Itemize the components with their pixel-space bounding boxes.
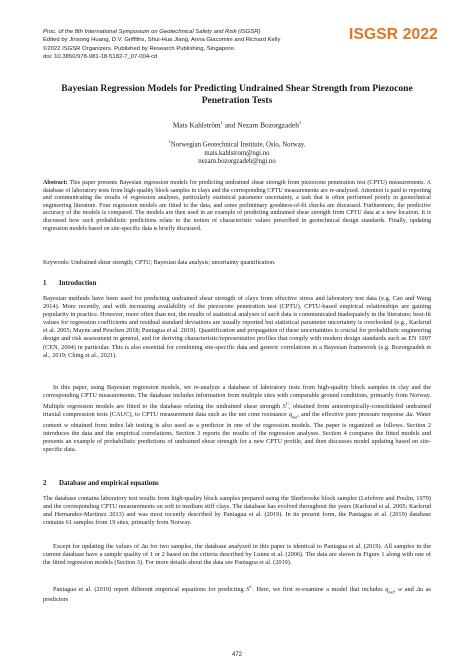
text-run: . Here, we first re-examine a model that includes	[252, 586, 386, 594]
affiliation-org: Norwegian Geotechnical Institute, Oslo, Norway.	[170, 141, 306, 149]
text-run: . Water content	[43, 411, 431, 429]
author-line	[43, 120, 431, 129]
symbol-w: w	[398, 586, 403, 594]
header-line-3: ©2022 ISGSR Organizers. Published by Research Publishing, Singapore.	[43, 45, 236, 52]
symbol-q-sub: net	[388, 589, 394, 595]
section-2-paragraph-1: The database contains laboratory test results from high-quality block samples prepared using the Sherbrooke block sampler (Lefebvre and Poulin, 1979) and the corresponding CPTU measurements on soft to medium stiff clays. The database has evolved throughout the years (Karlsrud et al. 2005; Karlsrud and Hernandez-Martinez 2013) and was most recently described by Paniagua et al. (2019). In its present form, the Paniagua et al. (2019) database contains 61 samples from 19 sites, primarily from Norway.	[43, 495, 431, 527]
text-run: In this paper, using Bayesian regression models, we re-analyze a database of laboratory tests from high-quality block samples in clay and the corresponding CPTU measurements. The database includes information from multiple sites with comparable ground conditions, primarily from Norway. Multiple regression models are fitted to the database relating the undrained shear strength	[43, 384, 431, 411]
affiliation	[43, 138, 431, 167]
symbol-q-sub: net	[291, 414, 298, 420]
header-line-4: doi: 10.3850/978-981-18-5182-7_07-004-cd	[43, 54, 158, 61]
header-line-2: Edited by Jinsong Huang, D.V. Griffiths, Shui-Hua Jiang, Anna Giacomini and Richard Kelly	[43, 37, 281, 44]
section-2-paragraph-2	[43, 543, 431, 567]
email-1: mats.kahlstrom@ngi.no	[204, 149, 270, 157]
abstract-label: Abstract:	[43, 180, 68, 186]
affiliation-sup: 1	[168, 139, 171, 144]
section-1-paragraph-2	[43, 384, 431, 454]
section-1-paragraph-1: Bayesian methods have been used for predicting undrained shear strength of clays from effective stress and laboratory test data (e.g. Cao and Wang 2014). More recently, and with increasing availability of the piezocone penetration test (CPTU), CPTU-based empirical relationships are gaining popularity in practice. However, more often than not, the results of statistical analyses of such data is communicated inadequately in the literature; best-fit values for regression coefficients and residual standard deviations are usually reported but statistical parameter uncertainty is overlooked (e.g., Karlsrud et al. 2005; Mayne and Peuchen 2018; Paniagua et al. 2019). Quantification and propagation of these uncertainties is crucial for probabilistic engineering design and risk assessment in general, and for deriving characteristic/representative profiles that comply with modern design standards such as EN 1997 (CEN, 2004) in particular. This is also essential for combining site-specific data and generic correlations in a Bayesian framework (e.g. Bozorgzadeh et al., 2019; Ching et al., 2021).	[43, 295, 431, 359]
symbol-q: q	[288, 411, 292, 419]
abstract	[43, 180, 431, 233]
text-run: as predictors	[43, 586, 431, 604]
section-1-heading	[43, 280, 96, 287]
header-line-1: Proc. of the 8th International Symposium on Geotechnical Safety and Risk (ISGSR)	[43, 29, 261, 35]
symbol-su: S	[246, 586, 250, 594]
text-run: , obtained from anisotropically-consolidated undrained triaxial compression tests (CAUC), to CPTU measurement data such as the net cone resistance	[43, 403, 431, 419]
text-run: and	[402, 586, 417, 594]
author-1: Mats Kahlström	[172, 120, 221, 130]
paper-title: Bayesian Regression Models for Predicting Undrained Shear Strength from Piezocone Penetration Tests	[61, 83, 413, 106]
section-2-paragraph-3	[43, 583, 431, 605]
section-2-heading	[43, 480, 159, 487]
symbol-su: S	[282, 403, 286, 411]
section-1-number: 1	[43, 280, 47, 287]
section-2-number: 2	[43, 480, 47, 487]
symbol-du: Δu	[405, 411, 413, 419]
symbol-su-sup: C	[249, 584, 253, 589]
text-run: ,	[393, 586, 398, 594]
proceedings-header	[43, 28, 373, 62]
symbol-du: Δu	[416, 586, 424, 594]
text-run: obtained from index lab testing is also used as a predictor in one of the regression models. The paper is organized as follows. Section 2 introduces the data and the empirical correlations. Section 3 reports the results of the regression analyses. Section 4 compares the fitted models and presents an example of probabilistic predictions of undrained shear strength for a new CPTU profile, and then discusses model updating based on site-specific data.	[43, 421, 432, 453]
symbol-q: q	[385, 586, 389, 594]
section-1-title: Introduction	[59, 280, 97, 287]
author-1-sup: 1	[220, 120, 223, 125]
abstract-text: This paper presents Bayesian regression models for predicting undrained shear strength from piezocone penetration test (CPTU) measurements. A database of laboratory tests from high-quality block samples in clays and the corresponding CPTU measurements are re-analyzed. Attention is paid to reporting and communicating the results of regression analyses, particularly statistical parameter uncertainty, a task that is often performed poorly in geotechnical engineering literature. Four regression models are fitted to the data, and some preliminary goodness-of-fit checks are discussed. Furthermore, the predictive accuracy of the models is compared. The models are then used in an example of predicting undrained shear strength from CPTU data at a new location. It is discussed how such probabilistic predictions relate to the notion of characteristic values prescribed in geotechnical design standards. Finally, updating regression models based on site-specific data is briefly discussed.	[43, 180, 431, 232]
author-2-sup: 1	[298, 120, 302, 125]
isgsr-logo: ISGSR 2022	[348, 26, 438, 43]
text-run: , and the effective pore pressure response	[297, 411, 406, 419]
symbol-w: w	[63, 421, 69, 429]
keywords: Keywords: Undrained shear strength; CPTU; Bayesian data analysis; uncertainty quantification.	[43, 260, 276, 266]
section-2-title: Database and empirical equations	[59, 480, 159, 487]
page-number: 472	[231, 652, 242, 658]
symbol-su-sup: C	[285, 401, 289, 407]
text-run: Paniagua et al. (2019) report different empirical equations for predicting	[53, 586, 247, 594]
text-run: Except for updating the values of	[53, 543, 142, 550]
symbol-du: Δu	[141, 543, 149, 550]
author-2: and Nezam Bozorgzadeh	[222, 120, 299, 130]
text-run: for two samples, the database analyzed in this paper is identical to Paniagua et al. (2019). All samples in the current database have a sample quality of 1 or 2 based on the criteria described by Lunne et al. (2006). The data are shown in Figure 1 along with one of the fitted regression models (Section 3). For more details about the data see Paniagua et al. (2019).	[43, 543, 431, 567]
email-2: nezam.bozorgzadeh@ngi.no	[198, 158, 276, 166]
